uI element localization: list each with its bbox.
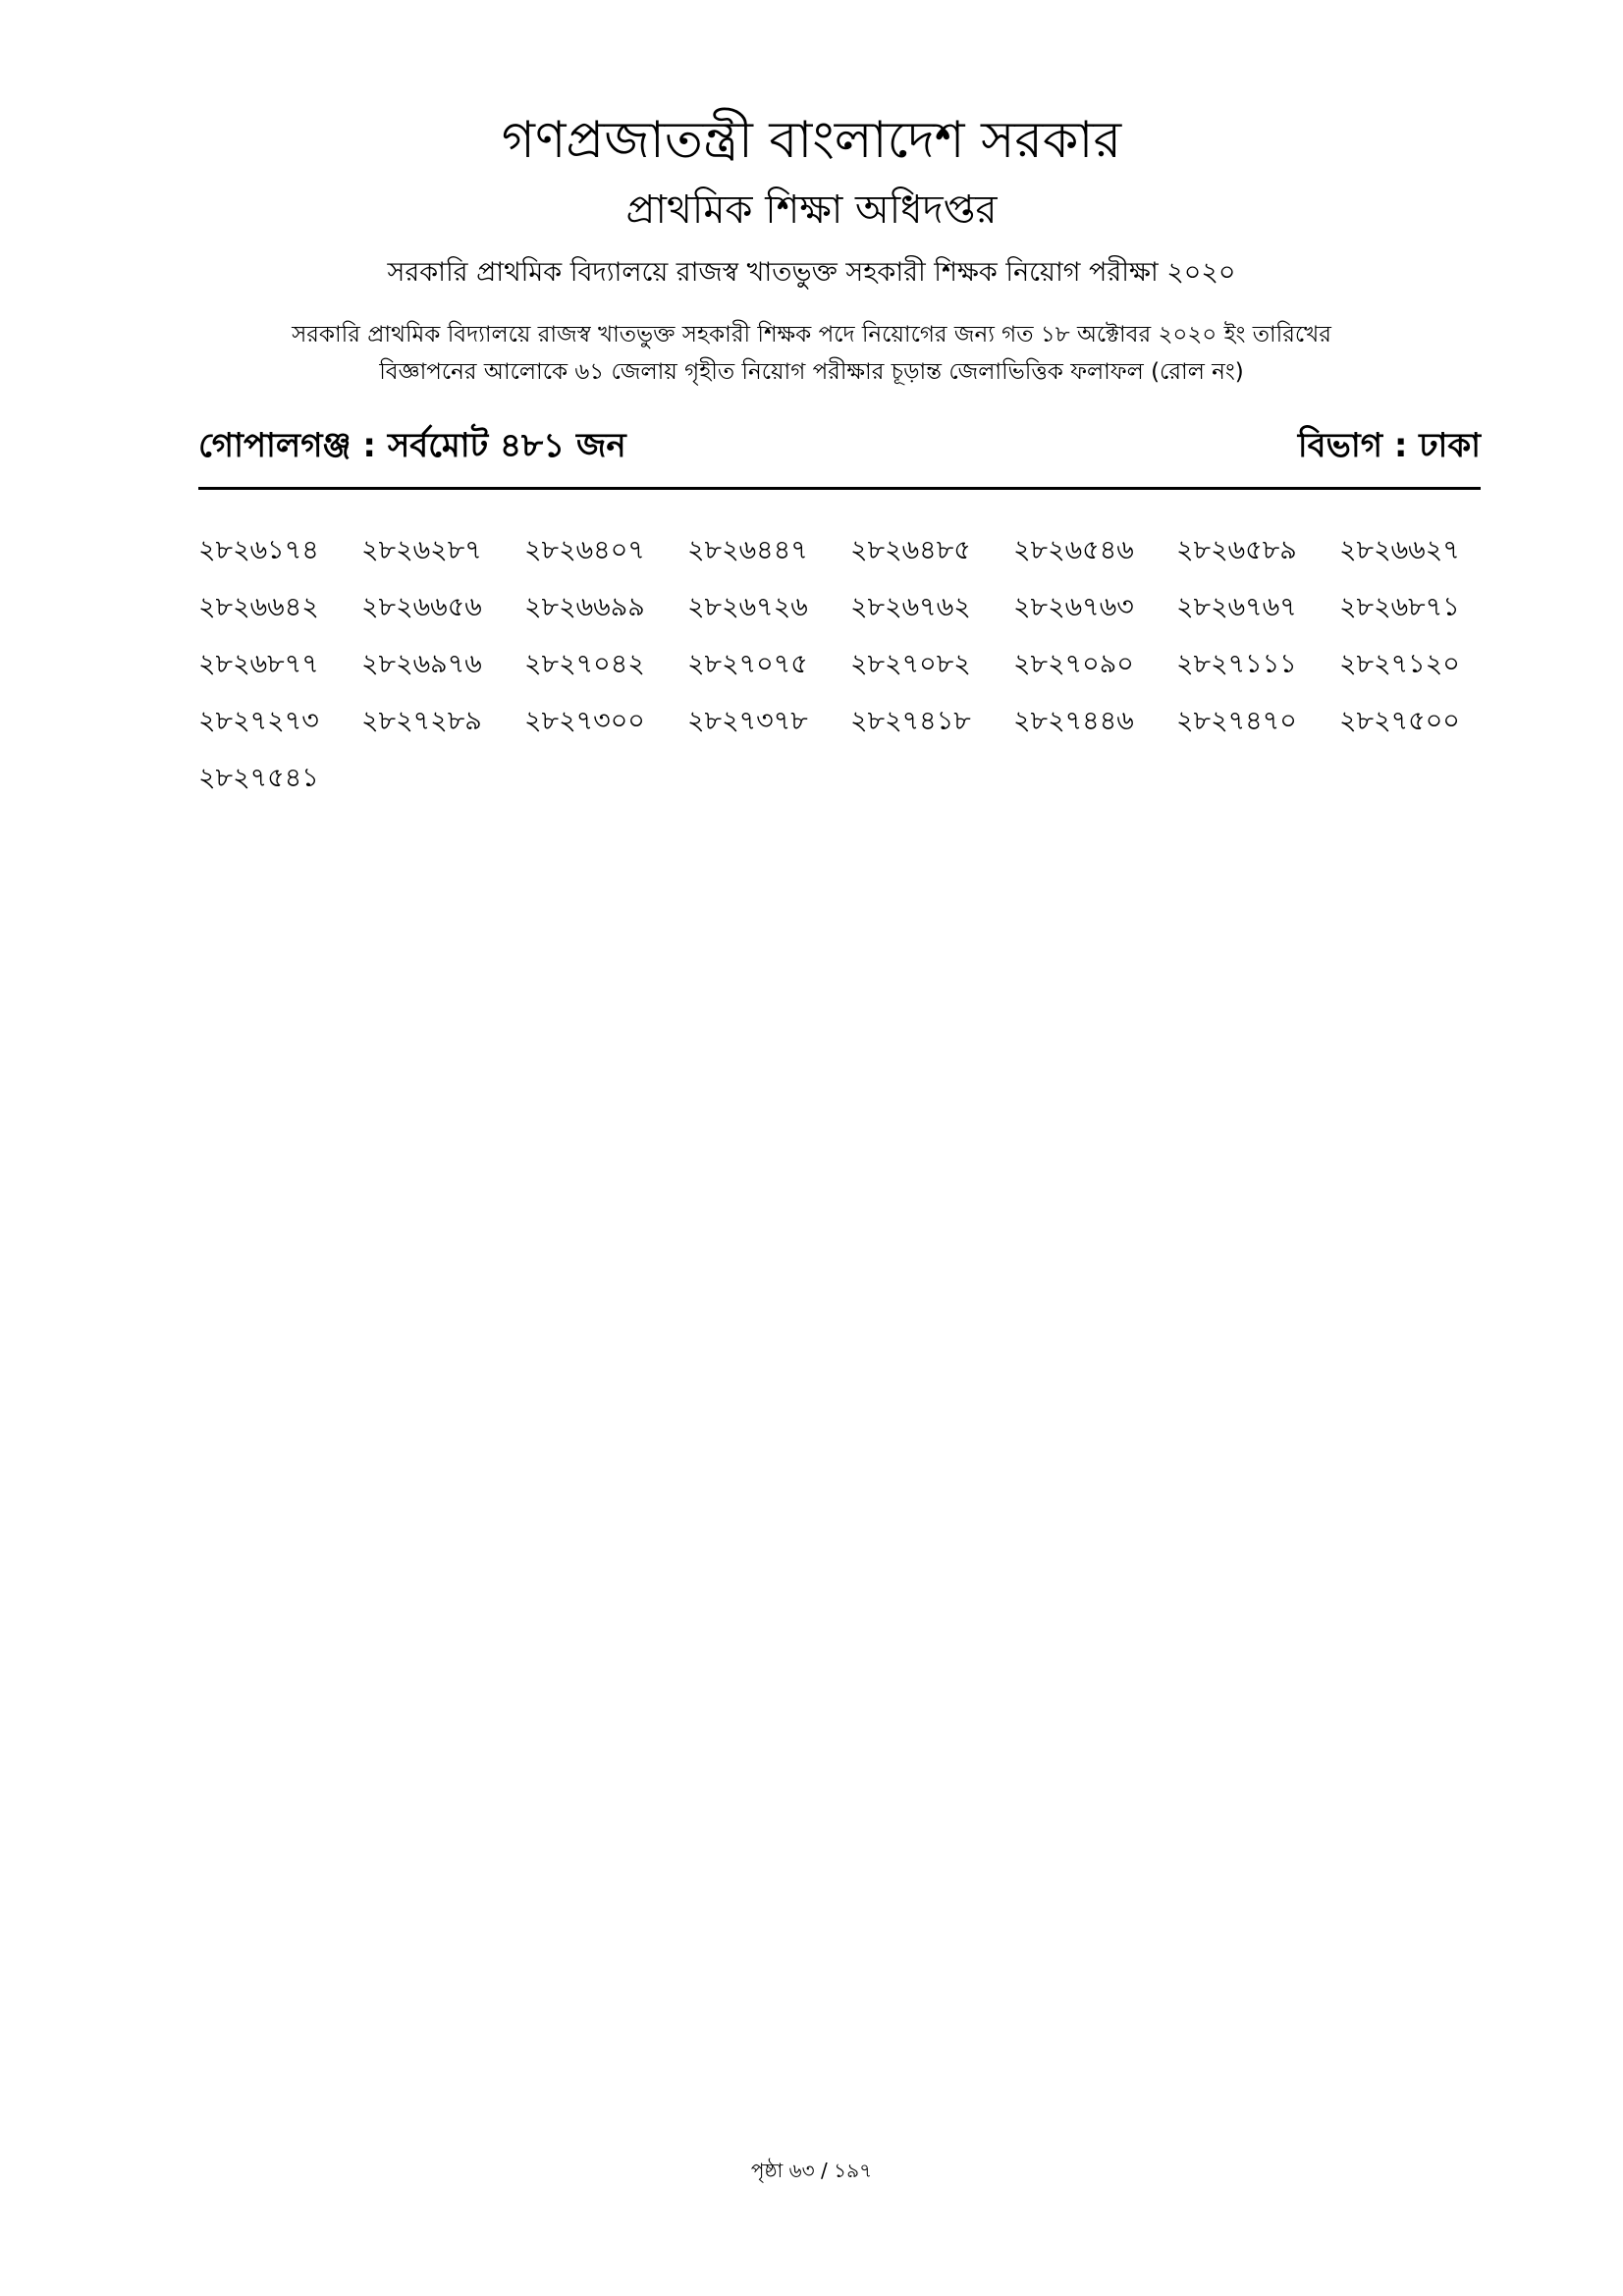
roll-number: ২৮২৭১১১ xyxy=(1176,649,1297,679)
roll-number: ২৮২৭৩৭৮ xyxy=(687,706,808,736)
roll-number: ২৮২৭১২০ xyxy=(1339,649,1460,679)
page-number: পৃষ্ঠা ৬৩ / ১৯৭ xyxy=(750,2159,873,2182)
roll-number: ২৮২৭৪৭০ xyxy=(1176,706,1297,736)
heading-divider xyxy=(198,487,1481,490)
roll-number: ২৮২৭২৭৩ xyxy=(198,706,319,736)
description-line-2: বিজ্ঞাপনের আলোকে ৬১ জেলায় গৃহীত নিয়োগ পরীক্ষার চূড়ান্ত জেলাভিত্তিক ফলাফল (রোল নং) xyxy=(379,359,1244,385)
roll-number: ২৮২৭৪১৮ xyxy=(850,706,971,736)
roll-number: ২৮২৭০৭৫ xyxy=(687,649,808,679)
roll-number: ২৮২৬৫৮৯ xyxy=(1176,535,1297,565)
roll-number: ২৮২৬৯৭৬ xyxy=(361,649,482,679)
department-title: প্রাথমিক শিক্ষা অধিদপ্তর xyxy=(625,187,998,233)
roll-number: ২৮২৬৬২৭ xyxy=(1339,535,1460,565)
description-line-1: সরকারি প্রাথমিক বিদ্যালয়ে রাজস্ব খাতভুক্ত সহকারী শিক্ষক পদে নিয়োগের জন্য গত ১৮ অক্টোবর ২০২০ ইং তারিখের xyxy=(292,322,1331,347)
government-title: গণপ্রজাতন্ত্রী বাংলাদেশ সরকার xyxy=(501,111,1122,170)
exam-title: সরকারি প্রাথমিক বিদ্যালয়ে রাজস্ব খাতভুক্ত সহকারী শিক্ষক নিয়োগ পরীক্ষা ২০২০ xyxy=(387,257,1236,288)
district-heading xyxy=(198,416,1481,475)
roll-number: ২৮২৭৫৪১ xyxy=(198,763,319,793)
roll-number: ২৮২৬২৮৭ xyxy=(361,535,482,565)
roll-number: ২৮২৬৭৬৩ xyxy=(1013,592,1134,622)
roll-number: ২৮২৭৪৪৬ xyxy=(1013,706,1134,736)
roll-number: ২৮২৬৭৬২ xyxy=(850,592,971,622)
roll-number: ২৮২৭০৪২ xyxy=(524,649,645,679)
roll-number: ২৮২৬৫৪৬ xyxy=(1013,535,1134,565)
roll-number: ২৮২৬৪৪৭ xyxy=(687,535,808,565)
roll-number-list xyxy=(198,522,1494,807)
division-label: বিভাগ : ঢাকা xyxy=(1297,426,1481,465)
roll-number: ২৮২৭০৯০ xyxy=(1013,649,1134,679)
roll-number: ২৮২৭৩০০ xyxy=(524,706,645,736)
roll-number: ২৮২৬১৭৪ xyxy=(198,535,319,565)
roll-number: ২৮২৬৭২৬ xyxy=(687,592,808,622)
roll-number: ২৮২৬৬৫৬ xyxy=(361,592,482,622)
roll-number: ২৮২৬৮৭৭ xyxy=(198,649,319,679)
roll-number: ২৮২৬৭৬৭ xyxy=(1176,592,1297,622)
roll-number: ২৮২৬৮৭১ xyxy=(1339,592,1460,622)
roll-number: ২৮২৬৪০৭ xyxy=(524,535,645,565)
roll-number: ২৮২৭৫০০ xyxy=(1339,706,1460,736)
roll-number: ২৮২৬৪৮৫ xyxy=(850,535,971,565)
result-description xyxy=(0,316,1623,391)
district-total-label: গোপালগঞ্জ : সর্বমোট ৪৮১ জন xyxy=(198,426,626,465)
roll-number: ২৮২৭০৮২ xyxy=(850,649,971,679)
roll-number: ২৮২৭২৮৯ xyxy=(361,706,482,736)
roll-number: ২৮২৬৬৪২ xyxy=(198,592,319,622)
roll-number: ২৮২৬৬৯৯ xyxy=(524,592,645,622)
